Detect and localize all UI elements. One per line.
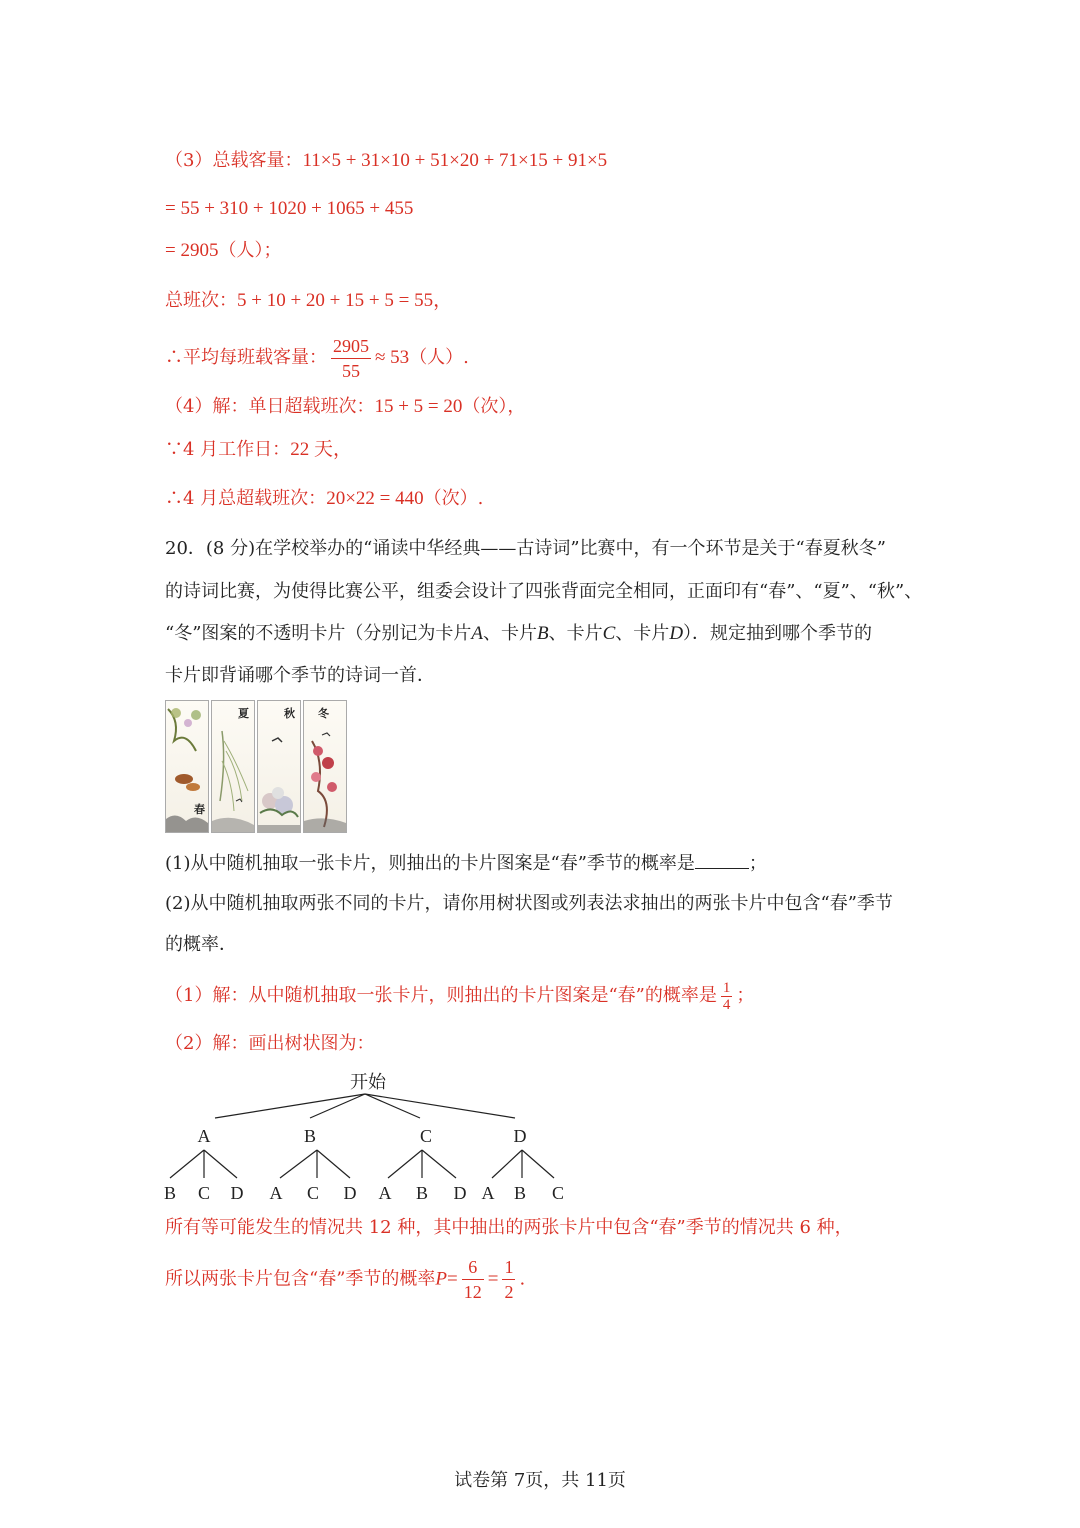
- ans-final-end: .: [519, 1268, 526, 1290]
- tree-l2-b-1: A: [269, 1183, 283, 1203]
- tree-l2-c-2: B: [415, 1183, 429, 1203]
- sol4-workdays: [165, 439, 352, 461]
- page-footer: 试卷第 7页，共 11页: [454, 1470, 626, 1491]
- tree-l2-d-2: B: [513, 1183, 527, 1203]
- q20-card-a: A: [471, 623, 484, 644]
- q20-card-c: C: [602, 623, 616, 644]
- q20-line3-e: ）．规定抽到哪个季节的: [683, 623, 873, 644]
- tree-l1-a: A: [197, 1126, 211, 1146]
- q20-part2-line2: 的概率．: [165, 934, 237, 955]
- q20-line3-a: “冬”图案的不透明卡片（分别记为卡片: [165, 623, 472, 644]
- tree-l2-c-1: A: [378, 1183, 392, 1203]
- season-cards-image: [165, 700, 348, 833]
- tree-l1-c: C: [419, 1126, 433, 1146]
- sol3-expr3-unit: （人）；: [218, 240, 282, 261]
- tree-l2-b-3: D: [343, 1183, 357, 1203]
- sol3-avg: [165, 333, 469, 383]
- sol3-expr1: 11×5 + 31×10 + 51×20 + 71×15 + 91×5: [302, 150, 608, 171]
- sol3-avg-fraction: [331, 334, 371, 383]
- sol4-expr: 15 + 5 = 20: [374, 396, 463, 417]
- sol3-expr3: = 2905: [165, 240, 219, 261]
- ans-final-num1: 6: [462, 1255, 484, 1280]
- card-autumn: [257, 700, 301, 833]
- ans-final-eq2: =: [487, 1268, 499, 1290]
- ans1-end: ；: [736, 985, 755, 1006]
- card-autumn-label: 秋: [284, 707, 295, 720]
- sol4-total: [165, 488, 483, 510]
- q20-part1-text: (1)从中随机抽取一张卡片，则抽出的卡片图案是“春”季节的概率是: [165, 853, 695, 874]
- q20-line3-c: 、卡片: [548, 623, 603, 644]
- ans-final: [165, 1255, 525, 1304]
- sol3-avg-den: 55: [342, 360, 360, 381]
- tree-edges: [170, 1094, 554, 1178]
- sol3-trips-label: 总班次：: [165, 290, 237, 311]
- q20-card-b: B: [537, 623, 549, 644]
- sol3-label: （3）总载客量：: [165, 150, 303, 171]
- tree-l2-d-1: A: [481, 1183, 495, 1203]
- q20-line3: [165, 623, 872, 645]
- ans1: [165, 976, 754, 1016]
- ans1-text: （1）解：从中随机抽取一张卡片，则抽出的卡片图案是“春”的概率是: [165, 985, 717, 1006]
- q20-part1: [165, 850, 767, 875]
- ans-final-p: P: [435, 1268, 448, 1290]
- sol4-unit: （次），: [462, 396, 526, 417]
- q20-part1-end: ；: [748, 853, 767, 874]
- sol3-trips-expr: 5 + 10 + 20 + 15 + 5 = 55，: [237, 290, 453, 311]
- sol4-total-unit: （次）.: [423, 488, 484, 509]
- sol3-trips: [165, 290, 452, 312]
- ans-final-frac1: [462, 1255, 484, 1304]
- ans-final-den1: 12: [463, 1282, 482, 1302]
- ans1-fraction: [721, 980, 733, 1013]
- card-summer: [211, 700, 255, 833]
- q20-line1: 20．(8 分)在学校举办的“诵读中华经典——古诗词”比赛中，有一个环节是关于“春夏秋冬”: [165, 538, 886, 559]
- sol3-avg-label: ∴平均每班载客量：: [165, 347, 327, 368]
- tree-l1-b: B: [303, 1126, 317, 1146]
- ans1-den: 4: [722, 996, 731, 1013]
- sol4-line1: [165, 396, 525, 418]
- answer-blank: [695, 850, 749, 869]
- tree-root: 开始: [350, 1072, 386, 1092]
- tree-diagram: [160, 1068, 580, 1204]
- ans-summary: 所有等可能发生的情况共 12 种，其中抽出的两张卡片中包含“春”季节的情况共 6 种，: [165, 1217, 853, 1238]
- sol3-avg-unit: （人）.: [409, 347, 469, 368]
- sol4-total-label: ∴4 月总超载班次：: [165, 488, 327, 509]
- card-winter: [303, 700, 347, 833]
- tree-l1-d: D: [513, 1126, 527, 1146]
- sol4-total-expr: 20×22 = 440: [326, 488, 424, 509]
- q20-line2: 的诗词比赛，为使得比赛公平，组委会设计了四张背面完全相同，正面印有“春”、“夏”、“秋”、: [165, 581, 923, 602]
- q20-card-d: D: [669, 623, 684, 644]
- ans2-text: （2）解：画出树状图为：: [165, 1033, 375, 1054]
- q20-line4: 卡片即背诵哪个季节的诗词一首．: [165, 665, 435, 686]
- card-spring-label: 春: [194, 803, 205, 816]
- ans-final-den2: 2: [504, 1282, 514, 1302]
- q20-part2-line1: (2)从中随机抽取两张不同的卡片，请你用树状图或列表法求抽出的两张卡片中包含“春”季节: [165, 893, 893, 914]
- tree-l2-c-3: D: [453, 1183, 467, 1203]
- ans1-num: 1: [722, 979, 731, 996]
- ans-final-num2: 1: [502, 1255, 515, 1280]
- sol3-avg-result: ≈ 53: [375, 347, 410, 368]
- tree-l2-a-3: D: [230, 1183, 244, 1203]
- card-spring: [165, 700, 209, 833]
- tree-l2-a-1: B: [163, 1183, 177, 1203]
- tree-l2-a-2: C: [197, 1183, 211, 1203]
- tree-l2-b-2: C: [306, 1183, 320, 1203]
- sol4-workdays-label: ∵4 月工作日：: [165, 439, 291, 460]
- sol3-avg-num: 2905: [331, 334, 371, 359]
- sol3-line1: [165, 150, 607, 172]
- sol3-line3: [165, 240, 281, 262]
- card-summer-label: 夏: [238, 707, 249, 720]
- ans-final-frac2: [502, 1255, 515, 1304]
- q20-line3-b: 、卡片: [483, 623, 538, 644]
- tree-l2-d-3: C: [551, 1183, 565, 1203]
- card-winter-label: 冬: [318, 707, 329, 720]
- q20-line3-d: 、卡片: [615, 623, 670, 644]
- sol3-expr2: = 55 + 310 + 1020 + 1065 + 455: [165, 198, 414, 219]
- sol4-workdays-value: 22 天，: [290, 439, 352, 460]
- ans-final-eq1: =: [447, 1268, 458, 1290]
- sol4-label: （4）解：单日超载班次：: [165, 396, 375, 417]
- ans-final-text: 所以两张卡片包含“春”季节的概率: [165, 1268, 436, 1290]
